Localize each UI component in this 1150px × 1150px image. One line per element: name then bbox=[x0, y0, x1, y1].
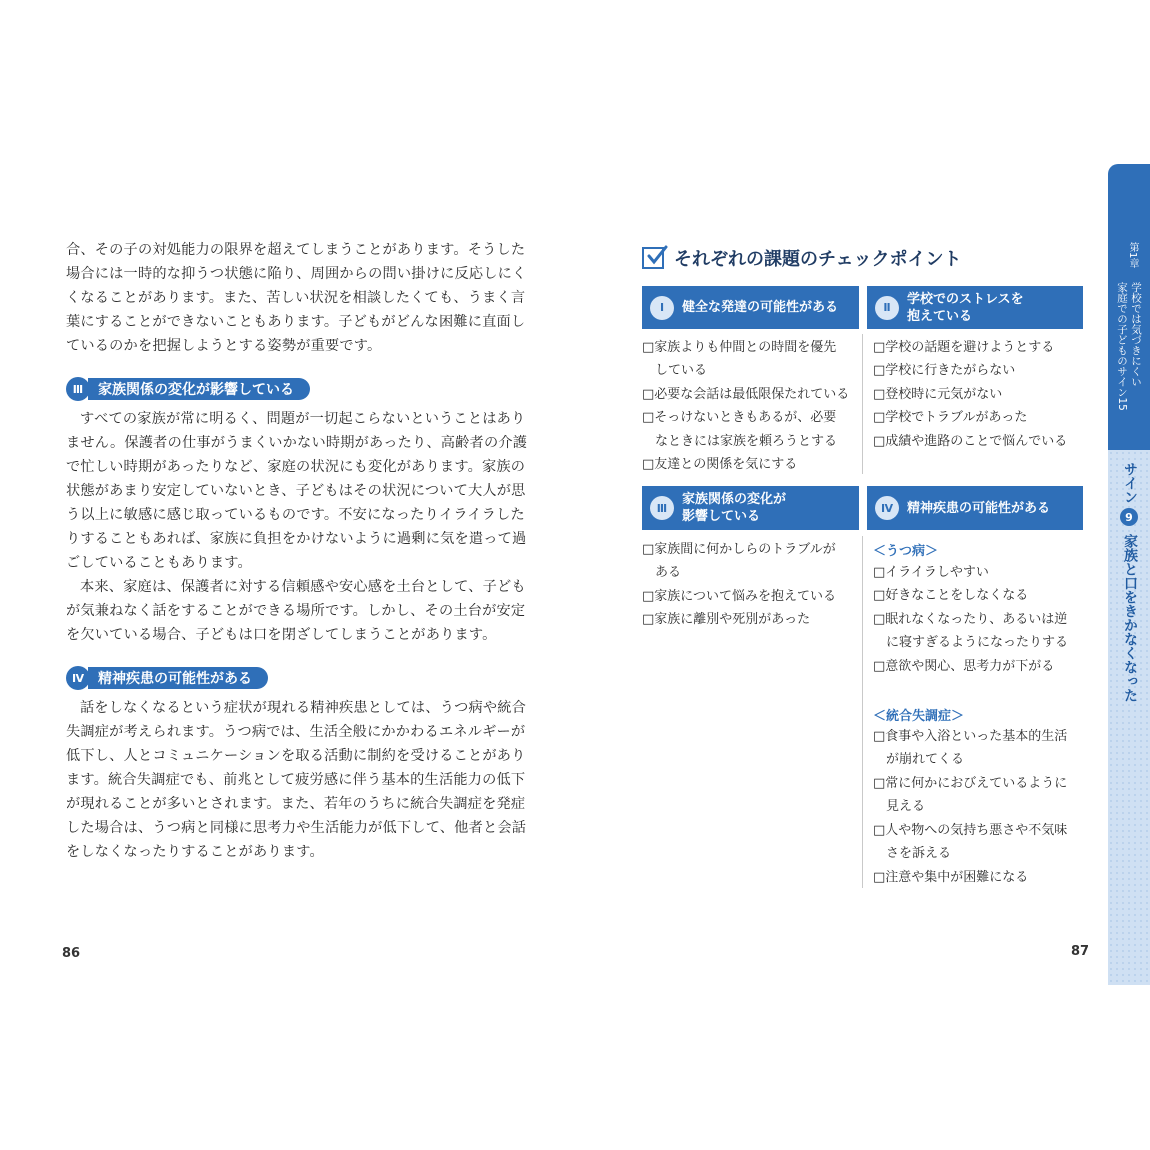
checklist-item: □成績や進路のことで悩んでいる bbox=[873, 434, 1068, 449]
checklist-item: が崩れてくる bbox=[873, 752, 965, 767]
chapter-tab bbox=[1108, 164, 1150, 450]
box-header-3 bbox=[642, 486, 859, 530]
chapter-title-line: 家庭での子どものサイン15 bbox=[1116, 282, 1128, 411]
body-text-line: ます。統合失調症でも、前兆として疲労感に伴う基本的生活能力の低下 bbox=[66, 772, 526, 788]
checklist-item: □食事や入浴といった基本的生活 bbox=[873, 729, 1068, 744]
checklist-item: □家族よりも仲間との時間を優先 bbox=[642, 340, 837, 355]
body-text-line: くなることがあります。また、苦しい状況を相談したくても、うまく言 bbox=[66, 290, 526, 306]
body-text-line: 場合には一時的な抑うつ状態に陥り、周囲からの問い掛けに反応しにく bbox=[66, 266, 527, 282]
checklist-item: □イライラしやすい bbox=[873, 565, 989, 580]
checklist-item: □学校でトラブルがあった bbox=[873, 410, 1028, 425]
sign-label: サイン bbox=[1122, 462, 1138, 504]
checklist-item: □常に何かにおびえているように bbox=[873, 776, 1068, 791]
checklist-item: □学校に行きたがらない bbox=[873, 363, 1016, 378]
box-number-badge: Ⅰ bbox=[650, 296, 674, 320]
body-text-line: う以上に敏感に感じ取っているものです。不安になったりイライラした bbox=[66, 507, 525, 523]
checklist-item: □学校の話題を避けようとする bbox=[873, 340, 1055, 355]
box-label: 健全な発達の可能性がある bbox=[682, 300, 839, 315]
section-number-badge: Ⅳ bbox=[66, 666, 90, 690]
box-number-badge: Ⅱ bbox=[875, 296, 899, 320]
checkbox-check-icon bbox=[642, 247, 664, 269]
checklist-item: 見える bbox=[873, 799, 926, 814]
box-label-line: 学校でのストレスを bbox=[907, 291, 1024, 307]
subheading-schizophrenia: ＜統合失調症＞ bbox=[873, 709, 965, 724]
body-text-line: が現れることが多いとされます。また、若年のうちに統合失調症を発症 bbox=[66, 796, 526, 812]
checklist-item: なときには家族を頼ろうとする bbox=[642, 434, 838, 449]
checklist-item: ある bbox=[642, 565, 682, 580]
body-text-line: ているのかを把握しようとする姿勢が重要です。 bbox=[66, 338, 382, 354]
checklist-item: □眠れなくなったり、あるいは逆 bbox=[873, 612, 1068, 627]
body-text-line: すべての家族が常に明るく、問題が一切起こらないということはあり bbox=[80, 411, 526, 427]
sign-tab bbox=[1108, 450, 1150, 985]
column-divider bbox=[862, 536, 863, 888]
checklist-item: □友達との関係を気にする bbox=[642, 457, 798, 472]
checklist-item: している bbox=[642, 363, 708, 378]
body-text-line: で忙しい時期があったりなど、家庭の状況にも変化があります。家族の bbox=[66, 459, 526, 475]
column-divider bbox=[862, 334, 863, 474]
body-text-line: を欠いている場合、子どもは口を閉ざしてしまうことがあります。 bbox=[66, 627, 497, 643]
box-label-line: 抱えている bbox=[907, 308, 973, 324]
section-title: 家族関係の変化が影響している bbox=[88, 378, 310, 400]
body-text-line: 合、その子の対処能力の限界を超えてしまうことがあります。そうした bbox=[66, 242, 526, 258]
body-text-line: ません。保護者の仕事がうまくいかない時期があったり、高齢者の介護 bbox=[66, 435, 528, 451]
box-label: 精神疾患の可能性がある bbox=[907, 500, 1051, 516]
section-heading-4 bbox=[66, 666, 268, 690]
sign-title: 家族と口をきかなくなった bbox=[1122, 534, 1138, 702]
checklist-item: □意欲や関心、思考力が下がる bbox=[873, 659, 1055, 674]
box-header-1 bbox=[642, 286, 859, 329]
section-title: 精神疾患の可能性がある bbox=[88, 667, 268, 689]
checklist-item: さを訴える bbox=[873, 846, 952, 861]
box-header-4 bbox=[867, 486, 1083, 530]
box-number-badge: Ⅳ bbox=[875, 496, 899, 520]
subheading-depression: ＜うつ病＞ bbox=[873, 544, 939, 559]
checklist-item: □登校時に元気がない bbox=[873, 387, 1003, 402]
chapter-title-line: 学校では気づきにくい bbox=[1130, 282, 1142, 387]
body-text-line: りすることもあれば、家族に負担をかけないように過剰に気を遣って過 bbox=[66, 531, 527, 547]
body-text-line: ごしていることもあります。 bbox=[66, 555, 252, 571]
body-text-line: が気兼ねなく話をすることができる場所です。しかし、その土台が安定 bbox=[66, 603, 526, 619]
body-text-line: 葉にすることができないこともあります。子どもがどんな困難に直面し bbox=[66, 314, 526, 330]
body-text-line: 状態があまり安定していないとき、子どもはその状況について大人が思 bbox=[66, 483, 526, 499]
body-text-line: 話をしなくなるという症状が現れる精神疾患としては、うつ病や統合 bbox=[80, 700, 527, 716]
body-text-line: 失調症が考えられます。うつ病では、生活全般にかかわるエネルギーが bbox=[66, 724, 526, 740]
section-number-badge: Ⅲ bbox=[66, 377, 90, 401]
checklist-item: □そっけないときもあるが、必要 bbox=[642, 410, 837, 425]
checkpoint-title-text: それぞれの課題のチェックポイント bbox=[674, 249, 962, 270]
body-text-line: 本来、家庭は、保護者に対する信頼感や安心感を土台として、子ども bbox=[80, 579, 526, 595]
box-header-2 bbox=[867, 286, 1083, 329]
checklist-item: □家族間に何かしらのトラブルが bbox=[642, 542, 836, 557]
checkpoint-title bbox=[642, 244, 961, 272]
body-text-line: をしなくなったりすることがあります。 bbox=[66, 844, 324, 860]
box-label bbox=[907, 291, 1024, 325]
body-text-line: 低下し、人とコミュニケーションを取る活動に制約を受けることがあり bbox=[66, 748, 526, 764]
checklist-item: に寝すぎるようになったりする bbox=[873, 635, 1069, 650]
body-text-line: した場合は、うつ病と同様に思考力や生活能力が低下して、他者と会話 bbox=[66, 820, 527, 836]
checklist-item: □必要な会話は最低限保たれている bbox=[642, 387, 850, 402]
checklist-item: □家族について悩みを抱えている bbox=[642, 589, 837, 604]
box-number-badge: Ⅲ bbox=[650, 496, 674, 520]
box-label-line: 影響している bbox=[682, 509, 761, 524]
checklist-item: □注意や集中が困難になる bbox=[873, 870, 1029, 885]
page-number: 87 bbox=[1071, 944, 1090, 959]
checklist-item: □家族に離別や死別があった bbox=[642, 612, 811, 627]
sign-number-badge: 9 bbox=[1120, 508, 1138, 526]
box-label-line: 家族関係の変化が bbox=[682, 492, 787, 507]
box-label bbox=[682, 491, 786, 525]
page-number: 86 bbox=[62, 946, 81, 961]
section-heading-3 bbox=[66, 377, 310, 401]
checklist-item: □好きなことをしなくなる bbox=[873, 588, 1029, 603]
chapter-label: 第1章 bbox=[1127, 242, 1138, 269]
checklist-item: □人や物への気持ち悪さや不気味 bbox=[873, 823, 1068, 838]
